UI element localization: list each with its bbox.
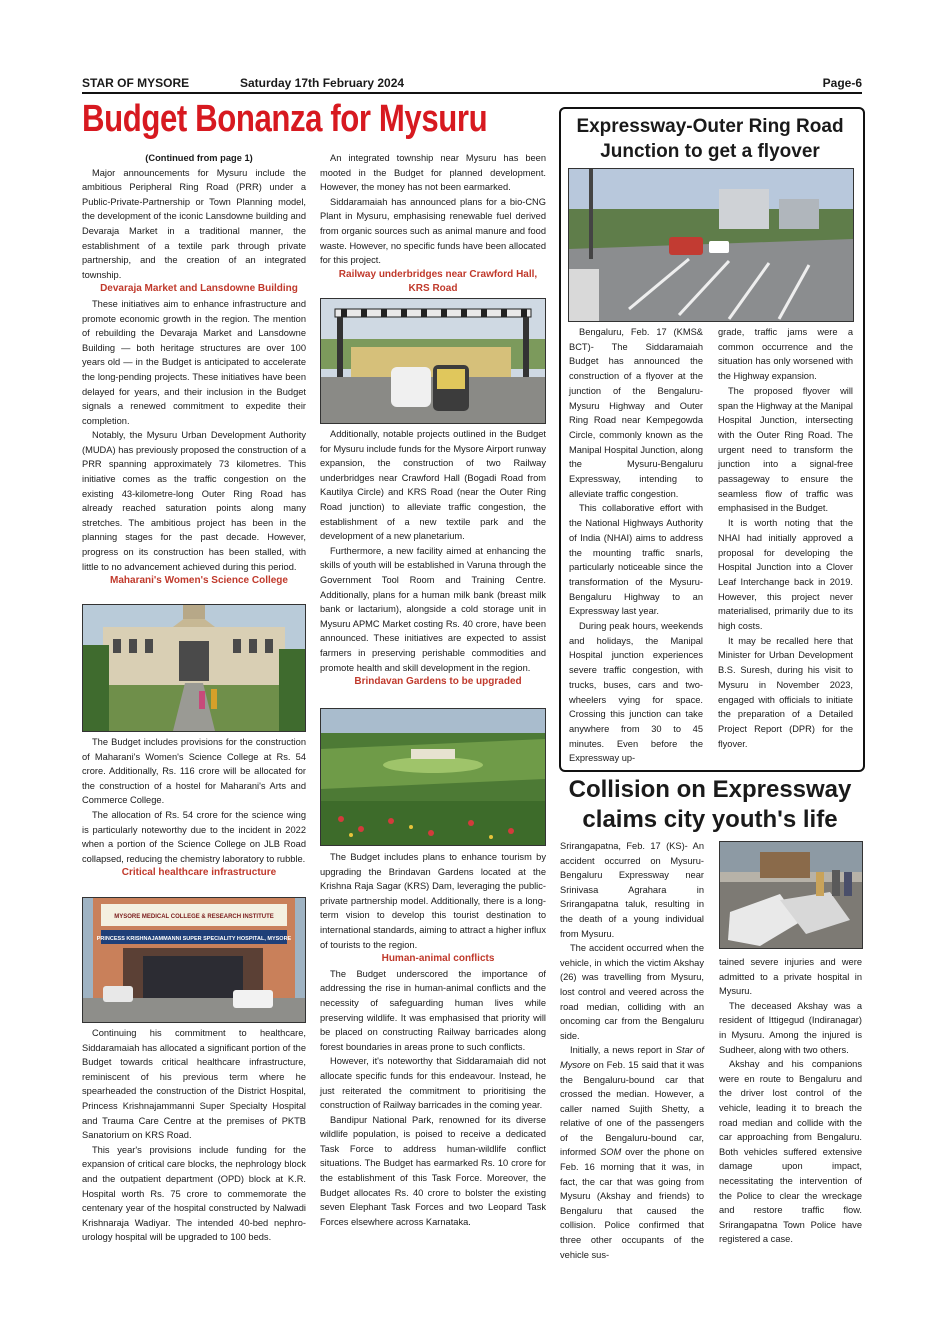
collision-headline: Collision on Expressway claims city youth's life — [568, 776, 852, 833]
hospital-sign-2: PRINCESS KRISHNAJAMMANNI SUPER SPECIALITY HOSPITAL, MYSORE — [96, 936, 292, 942]
column-2-cont — [320, 427, 546, 690]
paragraph: Additionally, notable projects outlined in the Budget for Mysuru include funds for the Mysore Airport runway expansion, the construction of two Railway underbridges near Crawford Hall (Bogadi Road from Kautilya Circle) and KRS Road (near the Outer Ring Road junction) to alleviate traffic congestion, the establishment of a new textile park and the development of a new planetarium. — [320, 429, 546, 542]
paragraph: These initiatives aim to enhance infrastructure and promote economic growth in the region. The mention of rebuilding the Devaraja Market and Lansdowne Building — both heritage structures are over 100 years old — in the Budget is anticipated to accelerate the long-pending projects. These initiatives have been delayed for years, and their inclusion in the Budget signals a renewed commitment to expedite their completion. — [82, 298, 306, 426]
paragraph: The proposed flyover will span the Highway at the Manipal Hospital Junction, intersecting with the Outer Ring Road. The urgent need to transform the junction into a signal-free passageway to ensure the seamless flow of traffic was emphasised in the Budget. — [718, 385, 853, 514]
masthead — [82, 76, 862, 92]
subhead-devaraja: Devaraja Market and Lansdowne Building — [100, 283, 298, 295]
column-2-end — [320, 850, 546, 1229]
column-2 — [320, 151, 546, 297]
paragraph: tained severe injuries and were admitted to a private hospital in Mysuru. — [719, 957, 862, 997]
column-1 — [82, 151, 306, 589]
paragraph: Bandipur National Park, renowned for its diverse wildlife population, is poised to receive a dedicated Task Force to address human-wildlife conflict situations. The Budget has earmarked Rs. 10 crore for the establishment of this Task Force. Moreover, the Budget allocates Rs. 40 crore to bolster the existing seven Elephant Task Forces and two Leopard Task Forces elsewhere across Karnataka. — [320, 1114, 546, 1227]
paragraph: Initially, a news report in Star of Mysore on Feb. 15 said that it was the Bengaluru-bound car that crossed the median. However, a caller named Sujith Shetty, a relative of one of the passengers of the Bengaluru-bound car, informed SOM over the phone on Feb. 16 morning that it was, in fact, the car that was going from Mysuru (Akshay and friends) to Bengaluru that caused the collision. Police confirmed that three other occupants of the vehicle sus- — [560, 1045, 704, 1260]
junction-photo — [568, 168, 854, 322]
paragraph: Siddaramaiah has announced plans for a bio-CNG Plant in Mysuru, emphasising renewable fuel derived from organic sources such as animal manure and food waste. However, no specific funds have been allocated for this project. — [320, 196, 546, 266]
subhead-healthcare: Critical healthcare infrastructure — [121, 867, 277, 879]
page-number: Page-6 — [822, 76, 862, 90]
column-1-cont — [82, 735, 306, 881]
paragraph: Akshay and his companions were en route to Bengaluru and the driver lost control of the vehicle, leading it to breach the road median and collide with the car approaching from Bengaluru. Both vehicles suffered extensive damage upon impact, necessitating the intervention of the Police to clear the wreckage and restore traffic flow. Srirangapatna Town Police have registered a case. — [719, 1059, 862, 1245]
continued-note: (Continued from page 1) — [145, 153, 253, 163]
paragraph: This year's provisions include funding for the expansion of critical care blocks, the nephrology block and the outpatient department (OPD) block at K.R. Hospital worth Rs. 75 crore to commemorate the centenary year of the hospital constructed by Nalwadi Krishnaraja Wadiyar. The intended 40-bed nephro-urology hospital will be upgraded to 100 beds. — [82, 1144, 306, 1243]
paragraph: The deceased Akshay was a resident of Ittigegud (Indiranagar) in Mysuru. Among the injured is Sudheer, along with two others. — [719, 1000, 862, 1055]
flyover-headline: Expressway-Outer Ring Road Junction to get a flyover — [576, 116, 844, 162]
paragraph: It is worth noting that the NHAI had initially approved a proposal for developing the Hospital Junction into a Clover Leaf Interchange back in 2019. However, this project never materialised, primarily due to its high costs. — [718, 518, 853, 632]
paragraph: However, it's noteworthy that Siddaramaiah did not allocate specific funds for this endeavour. Instead, he just reiterated the commitment to prioritising the construction of Railway barricades in the coming year. — [320, 1056, 546, 1111]
collision-col-2 — [719, 955, 862, 1247]
paragraph: During peak hours, weekends and holidays, the Manipal Hospital junction experiences severe traffic congestion, with trucks, buses, cars and two-wheelers vying for space. Crossing this junction can take anywhere from 30 to 45 minutes. Even before the Expressway up- — [569, 621, 703, 764]
paragraph: Major announcements for Mysuru include the ambitious Peripheral Ring Road (PRR) under a Public-Private-Partnership or Town Planning model, the development of the iconic Lansdowne building and Devaraja Market in a traditional manner, the establishment of a textile park through private partnership, and the creation of an integrated township. — [82, 167, 306, 280]
paper-name: STAR OF MYSORE — [82, 76, 190, 90]
brindavan-photo — [320, 708, 546, 846]
collision-col-1 — [560, 839, 704, 1262]
paragraph: The accident occurred when the vehicle, in which the victim Akshay (26) was travelling from Mysuru, lost control and veered across the road median, colliding with an oncoming car from the Bengaluru side. — [560, 943, 704, 1041]
paragraph: The Budget includes plans to enhance tourism by upgrading the Brindavan Gardens located at the Krishna Raja Sagar (KRS) Dam, leveraging the public-private partnership model. Additionally, there is a long-term vision to develop this tourist destination to international standards, aiming to attract a higher influx of tourists to the region. — [320, 852, 546, 950]
flyover-col-2 — [718, 325, 853, 751]
subhead-brindavan: Brindavan Gardens to be upgraded — [354, 676, 522, 688]
paragraph: Srirangapatna, Feb. 17 (KS)- An accident occurred on Mysuru-Bengaluru Expressway near Srinivasa Agrahara in Srirangapatna taluk, resulting in the death of a young individual from Mysuru. — [560, 841, 704, 939]
masthead-rule — [82, 92, 862, 94]
paragraph: The allocation of Rs. 54 crore for the science wing is particularly noteworthy due to the incident in 2022 when a portion of the Science College on JLB Road collapsed, reducing the chemistry laboratory to rubble. — [82, 809, 306, 864]
accident-photo — [719, 841, 863, 949]
flyover-col-1 — [569, 325, 703, 766]
hospital-photo — [82, 897, 306, 1023]
paragraph: grade, traffic jams were a common occurrence and the situation has only worsened with the Highway expansion. — [718, 327, 853, 382]
railway-photo — [320, 298, 546, 424]
subhead-human-animal: Human-animal conflicts — [381, 953, 495, 965]
paragraph: Continuing his commitment to healthcare, Siddaramaiah has allocated a significant portion of the Budget towards critical healthcare infrastructure, reminiscent of his previous term where he spearheaded the construction of the District Hospital, Princess Krishnajammanni Super Specialty Hospital and Trauma Care Centre at the premises of PKTB Sanatorium on KRS Road. — [82, 1028, 306, 1141]
paragraph: Bengaluru, Feb. 17 (KMS& BCT)- The Siddaramaiah Budget has announced the construction of a flyover at the junction of the Bengaluru-Mysuru Highway and Outer Ring Road near Kempegowda Circle, commonly known as the Manipal Hospital Junction, along the Mysuru-Bengaluru Expressway, intending to alleviate traffic congestion. — [569, 327, 703, 499]
paragraph: Notably, the Mysuru Urban Development Authority (MUDA) has previously proposed the construction of a PRR spanning approximately 73 kilometres. This initiative comes as the traffic congestion on the existing 43-kilometre-long Outer Ring Road has already reached saturation points along many stretches. The ambitious project has been in the planning stages for the past decade. However, progress on its construction has been stalled, with little to no advancement achieved during this period. — [82, 430, 306, 572]
paragraph: Furthermore, a new facility aimed at enhancing the skills of youth will be established in Varuna through the Government Tool Room and Training Centre. Additionally, plans for a human milk bank (breast milk bank or lactarium), alongside a cold storage unit in Mysuru APMC Market costing Rs. 40 crore, have been announced. These initiatives are expected to assist farmers in preserving perishable commodities and promote health and skill development in the region. — [320, 545, 546, 673]
paragraph: The Budget underscored the importance of addressing the rise in human-animal conflicts and the necessity of safeguarding human lives while preserving wildlife. It was emphasised that priority will be placed on constructing Railway barricades along forest boundaries in areas prone to such conflicts. — [320, 968, 546, 1052]
subhead-railway: Railway underbridges near Crawford Hall, KRS Road — [338, 268, 538, 295]
main-headline: Budget Bonanza for Mysuru — [82, 98, 488, 140]
college-photo — [82, 604, 306, 732]
hospital-sign-1: MYSORE MEDICAL COLLEGE & RESEARCH INSTITUTE — [114, 914, 274, 920]
paragraph: The Budget includes provisions for the construction of Maharani's Women's Science College at Rs. 54 crore. Additionally, Rs. 116 crore will be allocated for the construction of a hostel for Maharani's Arts and Commerce College. — [82, 737, 306, 806]
subhead-maharani: Maharani's Women's Science College — [110, 575, 288, 587]
paragraph: This collaborative effort with the National Highways Authority of India (NHAI) aims to address the mounting traffic snarls, particularly noticeable since the transformation of the Mysuru-Bengaluru Highway to an Expressway last year. — [569, 503, 703, 617]
paragraph: An integrated township near Mysuru has been mooted in the Budget for planned development. However, the money has not been earmarked. — [320, 153, 546, 193]
paragraph: It may be recalled here that Minister for Urban Development B.S. Suresh, during his visit to Mysuru in November 2023, engaged with officials to initiate the preparation of a Detailed Project Report (DPR) for the flyover. — [718, 635, 853, 749]
column-1-end — [82, 1026, 306, 1245]
issue-date: Saturday 17th February 2024 — [240, 76, 405, 90]
